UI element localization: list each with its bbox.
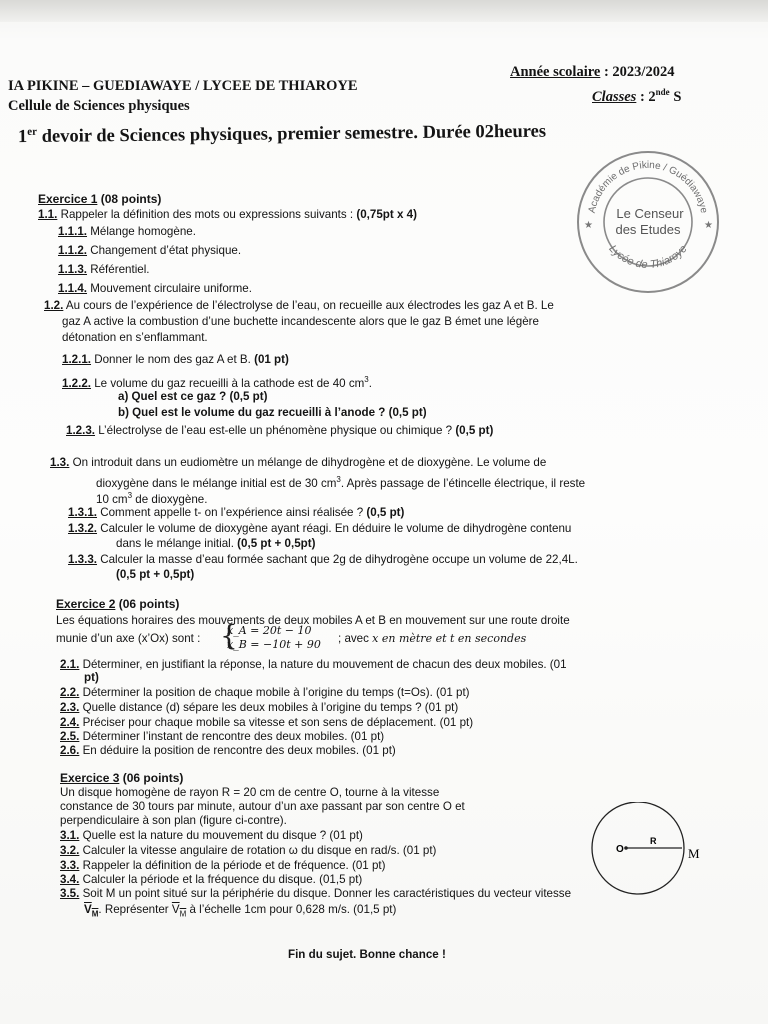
exercise-3-points: (06 points)	[119, 771, 184, 785]
question-text: Le volume du gaz recueilli à la cathode est de 40 cm	[91, 376, 365, 390]
question-text: Quelle est la nature du mouvement du disque ? (01 pt)	[79, 829, 363, 842]
vector-subscript: M	[91, 909, 99, 919]
question-2-1-line2: pt)	[84, 671, 99, 684]
header-right	[510, 62, 681, 107]
question-1-1	[38, 207, 417, 222]
question-number: 1.1.	[38, 208, 58, 221]
question-number: 3.1.	[60, 829, 80, 842]
question-number: 1.3.1.	[68, 506, 98, 519]
question-number: 1.2.	[44, 299, 64, 312]
vector-subscript: M	[179, 909, 187, 919]
question-1-3-1	[68, 505, 404, 520]
question-points: (0,5 pt)	[366, 506, 405, 519]
question-number: 2.4.	[60, 716, 80, 729]
question-2-6	[60, 743, 396, 758]
question-number: 1.2.3.	[66, 424, 96, 437]
question-text: dioxygène dans le mélange initial est de 30 cm	[96, 476, 337, 490]
question-2-3	[60, 700, 458, 715]
question-text: Déterminer l’instant de rencontre des deux mobiles. (01 pt)	[79, 730, 385, 743]
question-text-end: à l’échelle 1cm pour 0,628 m/s. (01,5 pt)	[186, 903, 397, 916]
question-1-2-2-b: b) Quel est le volume du gaz recueilli à l’anode ? (0,5 pt)	[118, 406, 427, 419]
class-value: : 2	[636, 88, 656, 105]
question-number: 1.3.2.	[68, 522, 98, 535]
equation-a: x_A = 20t − 10	[227, 624, 312, 637]
exercise-1-label: Exercice 1	[38, 192, 98, 206]
question-text: Au cours de l’expérience de l’électrolyse de l’eau, on recueille aux électrodes les gaz A et B. Le	[63, 299, 554, 312]
question-1-3-3-points: (0,5 pt + 0,5pt)	[116, 568, 195, 581]
question-number: 3.5.	[60, 887, 80, 900]
vector-vm-1	[84, 903, 99, 919]
question-text: Rappeler la définition de la période et de fréquence. (01 pt)	[79, 859, 386, 872]
question-1-2-2-a: a) Quel est ce gaz ? (0,5 pt)	[118, 390, 268, 403]
question-number: 1.2.1.	[62, 353, 92, 366]
question-number: 1.1.4.	[58, 282, 88, 295]
title-ordinal: 1	[17, 127, 28, 148]
question-text: Rappeler la définition des mots ou expressions suivants :	[57, 208, 357, 221]
question-number: 2.3.	[60, 701, 80, 714]
question-text: Calculer la période et la fréquence du disque. (01,5 pt)	[79, 873, 363, 886]
question-text-end: .	[368, 376, 372, 390]
question-number: 1.3.	[50, 456, 70, 469]
question-3-4	[60, 872, 362, 887]
equation-system	[227, 624, 321, 652]
label-o: O	[616, 844, 624, 855]
question-text: Préciser pour chaque mobile sa vitesse et son sens de déplacement. (01 pt)	[79, 716, 474, 729]
question-1-1-1	[58, 224, 196, 239]
title-ordinal-sup: er	[27, 125, 38, 138]
question-text: Comment appelle t- on l’expérience ainsi réalisée ?	[97, 506, 367, 519]
question-number: 2.2.	[60, 686, 80, 699]
question-3-2	[60, 843, 436, 858]
school-year	[510, 62, 681, 82]
question-3-5-line2	[84, 902, 396, 921]
stamp-center-line2: des Etudes	[615, 222, 681, 237]
question-number: 1.3.3.	[68, 553, 98, 566]
question-1-2-3	[66, 423, 493, 438]
equation-b: x_B = −10t + 90	[227, 638, 321, 651]
exercise-3-label: Exercice 3	[60, 771, 120, 785]
question-text: . Représenter	[98, 903, 172, 916]
units-avec: ; avec	[338, 632, 373, 645]
stamp-center-line1: Le Censeur	[616, 206, 684, 221]
exercise-1-points: (08 points)	[97, 192, 162, 206]
superscript: 3	[336, 475, 341, 484]
class-info	[510, 82, 681, 107]
question-2-2	[60, 685, 470, 700]
vector-vm-2	[171, 903, 187, 919]
label-m: M	[688, 846, 700, 861]
question-number: 2.6.	[60, 744, 80, 757]
exercise-3-heading	[60, 771, 183, 786]
question-1-2-line1	[44, 298, 554, 313]
question-points: (01 pt)	[254, 353, 289, 366]
question-text: Référentiel.	[87, 263, 150, 276]
question-1-3-2-line1	[68, 521, 571, 536]
stamp-ring-bottom: Lycée de Thiaroye	[606, 242, 690, 272]
question-3-1	[60, 828, 363, 843]
stamp-star-left: ★	[584, 220, 593, 231]
question-1-1-2	[58, 243, 241, 258]
question-number: 3.4.	[60, 873, 80, 886]
question-1-2-1	[62, 352, 289, 367]
question-3-3	[60, 858, 386, 873]
exercise-2-label: Exercice 2	[56, 597, 116, 611]
superscript: 3	[364, 375, 369, 384]
question-1-2-line2: gaz A active la combustion d’une buchette incandescente alors que le gaz B émet une légère	[62, 315, 539, 328]
exercise-2-points: (06 points)	[115, 597, 180, 611]
question-text: Mouvement circulaire uniforme.	[87, 282, 252, 295]
question-text: dans le mélange initial.	[116, 537, 238, 550]
question-text: En déduire la position de rencontre des deux mobiles. (01 pt)	[79, 744, 396, 757]
header-left	[8, 76, 358, 116]
question-text: Calculer la masse d’eau formée sachant que 2g de dihydrogène occupe un volume de 22,4L.	[97, 553, 578, 566]
class-sup: nde	[655, 87, 670, 97]
question-2-5	[60, 729, 384, 744]
disk-figure	[582, 802, 758, 902]
question-2-1-line1	[60, 657, 567, 672]
equation-brace: {	[220, 619, 238, 652]
question-1-3-3	[68, 552, 578, 567]
question-text: Donner le nom des gaz A et B.	[91, 353, 255, 366]
label-r: R	[650, 836, 657, 846]
question-1-1-3	[58, 262, 150, 277]
exercise-2-intro-line2: munie d’un axe (x’Ox) sont :	[56, 632, 201, 645]
units-note	[338, 631, 526, 646]
question-text-end: de dioxygène.	[132, 492, 208, 506]
units-text: x en mètre et t en secondes	[372, 632, 527, 645]
question-text: Quelle distance (d) sépare les deux mobiles à l’origine du temps ? (01 pt)	[79, 701, 459, 714]
question-text: Mélange homogène.	[87, 225, 196, 238]
exercise-1-heading	[38, 192, 161, 207]
stamp-ring-top: Académie de Pikine / Guédiawaye	[586, 159, 710, 215]
question-text: Déterminer la position de chaque mobile à l’origine du temps (t=Os). (01 pt)	[79, 686, 470, 699]
censor-stamp	[574, 148, 722, 296]
question-number: 2.5.	[60, 730, 80, 743]
question-text-end: . Après passage de l’étincelle électrique, il reste	[340, 476, 586, 490]
institution-name: IA PIKINE – GUEDIAWAYE / LYCEE DE THIAROYE	[8, 78, 358, 94]
question-text: Déterminer, en justifiant la réponse, la nature du mouvement de chacun des deux mobiles. (01	[79, 658, 567, 671]
question-number: 2.1.	[60, 658, 80, 671]
question-1-3-2-line2	[116, 536, 315, 551]
question-text: On introduit dans un eudiomètre un mélange de dihydrogène et de dioxygène. Le volume de	[69, 456, 547, 469]
question-1-1-4	[58, 281, 252, 296]
question-points: (0,75pt x 4)	[356, 208, 417, 221]
exercise-3-intro-line2: constance de 30 tours par minute, autour d’un axe passant par son centre O et	[60, 800, 465, 813]
question-text: Calculer le volume de dioxygène ayant réagi. En déduire le volume de dihydrogène contenu	[97, 522, 572, 535]
question-number: 1.1.2.	[58, 244, 88, 257]
cell-name: Cellule de Sciences physiques	[8, 98, 190, 114]
question-1-2-line3: détonation en s’enflammant.	[62, 331, 208, 344]
question-number: 1.1.1.	[58, 225, 88, 238]
exercise-3-intro-line3: perpendiculaire à son plan (figure ci-contre).	[60, 814, 287, 827]
title-text: devoir de Sciences physiques, premier semestre. Durée 02heures	[36, 121, 547, 147]
question-points: (0,5 pt + 0,5pt)	[237, 537, 316, 550]
question-3-5-line1	[60, 886, 571, 901]
question-text: Soit M un point situé sur la périphérie du disque. Donner les caractéristiques du vecteur vitesse	[79, 887, 572, 900]
class-suffix: S	[669, 88, 682, 105]
exercise-3-intro-line1: Un disque homogène de rayon R = 20 cm de centre O, tourne à la vitesse	[60, 786, 440, 799]
question-number: 1.1.3.	[58, 263, 88, 276]
exercise-2-heading	[56, 597, 179, 612]
question-number: 1.2.2.	[62, 376, 92, 390]
question-number: 3.2.	[60, 844, 80, 857]
vector-letter: V	[171, 903, 180, 916]
question-1-3-line1	[50, 455, 546, 470]
year-label: Année scolaire	[510, 64, 601, 80]
stamp-star-right: ★	[704, 220, 713, 231]
superscript: 3	[127, 491, 133, 500]
page-title	[18, 120, 546, 148]
class-label: Classes	[592, 88, 637, 105]
question-number: 3.3.	[60, 859, 80, 872]
exercise-2-intro-line1: Les équations horaires des mouvements de deux mobiles A et B en mouvement sur une route droite	[56, 614, 570, 627]
question-text: Changement d’état physique.	[87, 244, 242, 257]
question-text: Calculer la vitesse angulaire de rotation ω du disque en rad/s. (01 pt)	[79, 844, 437, 857]
footer-text: Fin du sujet. Bonne chance !	[288, 948, 446, 961]
question-2-4	[60, 715, 473, 730]
question-text: 10 cm	[96, 492, 128, 506]
year-value: : 2023/2024	[600, 64, 675, 80]
vector-letter: V	[84, 903, 92, 916]
question-points: (0,5 pt)	[455, 424, 494, 437]
question-text: L’électrolyse de l’eau est-elle un phénomène physique ou chimique ?	[95, 424, 456, 437]
